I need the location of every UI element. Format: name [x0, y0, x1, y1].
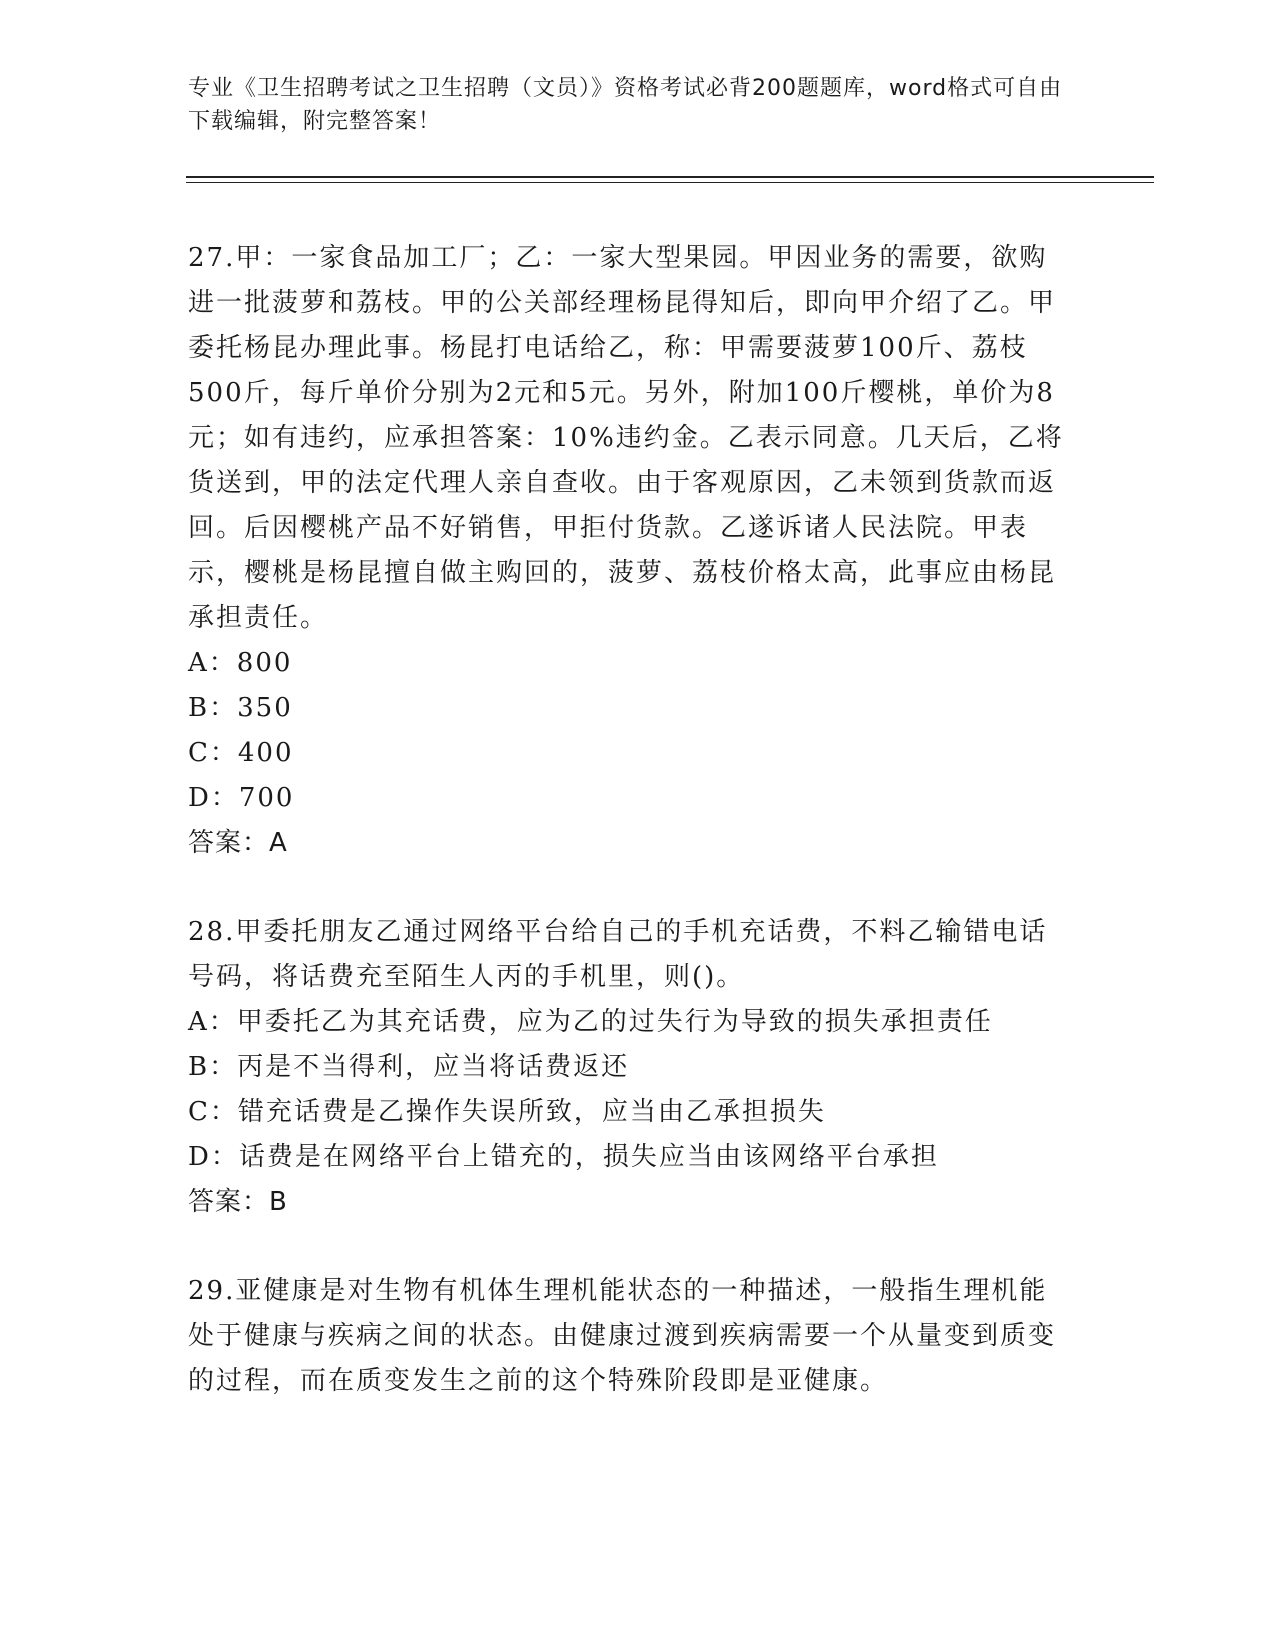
option-b: B：丙是不当得利，应当将话费返还 [188, 1052, 630, 1082]
document-header: 专业《卫生招聘考试之卫生招聘（文员）》资格考试必背200题题库，word格式可自由下载编辑，附完整答案！ [188, 76, 1063, 134]
option-b: B：350 [188, 693, 293, 723]
answer: 答案：B [188, 1187, 288, 1217]
question-27 [188, 236, 1068, 866]
option-c: C：400 [188, 738, 294, 768]
question-list [188, 236, 1068, 1448]
option-a: A：800 [188, 648, 293, 678]
question-stem: 28.甲委托朋友乙通过网络平台给自己的手机充话费，不料乙输错电话号码，将话费充至陌生人丙的手机里，则()。 [188, 917, 1048, 992]
header-rule-thin [186, 182, 1154, 183]
answer: 答案：A [188, 828, 288, 858]
header-rule-thick [186, 176, 1154, 178]
question-28 [188, 910, 1068, 1225]
question-29 [188, 1269, 1068, 1404]
question-stem: 27.甲：一家食品加工厂；乙：一家大型果园。甲因业务的需要，欲购进一批菠萝和荔枝。甲的公关部经理杨昆得知后，即向甲介绍了乙。甲委托杨昆办理此事。杨昆打电话给乙，称：甲需要菠萝100斤、荔枝500斤，每斤单价分别为2元和5元。另外，附加100斤樱桃，单价为8元；如有违约，应承担答案：10%违约金。乙表示同意。几天后，乙将货送到，甲的法定代理人亲自查收。由于客观原因，乙未领到货款而返回。后因樱桃产品不好销售，甲拒付货款。乙遂诉诸人民法院。甲表示，樱桃是杨昆擅自做主购回的，菠萝、荔枝价格太高，此事应由杨昆承担责任。 [188, 243, 1064, 633]
option-c: C：错充话费是乙操作失误所致，应当由乙承担损失 [188, 1097, 826, 1127]
option-a: A：甲委托乙为其充话费，应为乙的过失行为导致的损失承担责任 [188, 1007, 993, 1037]
option-d: D：700 [188, 783, 295, 813]
question-stem: 29.亚健康是对生物有机体生理机能状态的一种描述，一般指生理机能处于健康与疾病之间的状态。由健康过渡到疾病需要一个从量变到质变的过程，而在质变发生之前的这个特殊阶段即是亚健康。 [188, 1276, 1057, 1396]
option-d: D：话费是在网络平台上错充的，损失应当由该网络平台承担 [188, 1142, 939, 1172]
